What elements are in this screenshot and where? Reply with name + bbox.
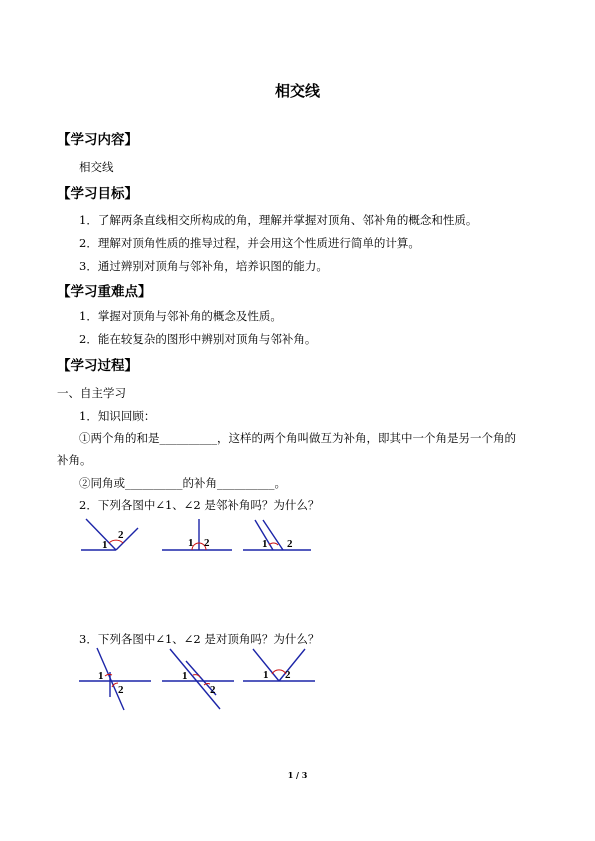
angle-1-label: 1 xyxy=(263,669,269,681)
angle-2-label: 2 xyxy=(118,684,124,696)
learning-content-text: 相交线 xyxy=(79,160,114,174)
angle-2-label: 2 xyxy=(287,538,293,550)
review-line-1-cont: 补角。 xyxy=(57,453,92,467)
angle-1-label: 1 xyxy=(262,538,268,550)
figure-q2-a xyxy=(78,518,140,552)
figure-q3-c xyxy=(241,647,317,711)
angle-1-label: 1 xyxy=(102,539,108,551)
review-line-1: ①两个角的和是__________，这样的两个角叫做互为补角，即其中一个角是另一个角的 xyxy=(79,431,516,445)
angle-2-label: 2 xyxy=(118,529,124,541)
heading-key-points: 【学习重难点】 xyxy=(57,284,152,300)
goal-item: 1．了解两条直线相交所构成的角，理解并掌握对顶角、邻补角的概念和性质。 xyxy=(79,213,478,227)
heading-learning-goals: 【学习目标】 xyxy=(57,186,138,202)
angle-2-label: 2 xyxy=(285,669,291,681)
keypoint-item: 2．能在较复杂的图形中辨别对顶角与邻补角。 xyxy=(79,332,317,346)
angle-2-label: 2 xyxy=(204,537,210,549)
page-title: 相交线 xyxy=(274,82,320,100)
goal-item: 3．通过辨别对顶角与邻补角，培养识图的能力。 xyxy=(79,259,328,273)
question-3: 3．下列各图中∠1、∠2 是对顶角吗？为什么？ xyxy=(79,632,320,646)
goal-item: 2．理解对顶角性质的推导过程，并会用这个性质进行简单的计算。 xyxy=(79,236,420,250)
figure-q3-a xyxy=(77,647,153,711)
heading-learning-process: 【学习过程】 xyxy=(57,358,138,374)
angle-2-label: 2 xyxy=(210,684,216,696)
angle-1-label: 1 xyxy=(98,670,104,682)
angle-1-label: 1 xyxy=(182,670,188,682)
figure-q2-b xyxy=(160,518,234,552)
figure-q3-b xyxy=(160,647,236,711)
figure-q2-c xyxy=(241,518,313,552)
heading-learning-content: 【学习内容】 xyxy=(57,132,138,148)
page-number: 1 / 3 xyxy=(287,770,308,780)
question-2: 2．下列各图中∠1、∠2 是邻补角吗？为什么？ xyxy=(79,498,320,512)
review-line-2: ②同角或__________的补角__________。 xyxy=(79,476,286,490)
angle-1-label: 1 xyxy=(188,537,194,549)
review-label: 1．知识回顾： xyxy=(79,409,156,423)
keypoint-item: 1．掌握对顶角与邻补角的概念及性质。 xyxy=(79,309,282,323)
part-one-heading: 一、自主学习 xyxy=(57,386,126,400)
